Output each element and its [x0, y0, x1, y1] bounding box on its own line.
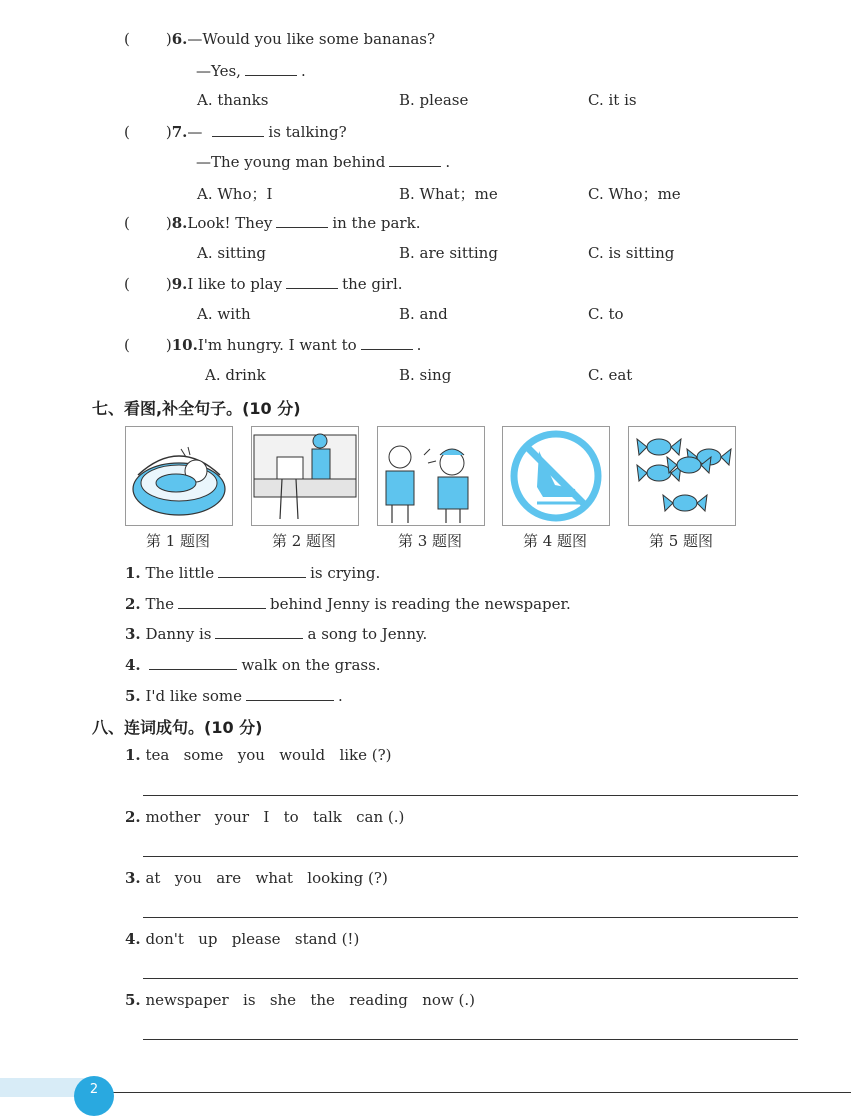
no-walking-sign-icon	[503, 427, 609, 525]
section-7-title: 七、看图,补全句子。(10 分)	[92, 399, 301, 418]
sentence-item	[125, 594, 571, 613]
option-b: B. What；me	[399, 185, 498, 203]
fill-blank[interactable]	[212, 122, 264, 137]
sentence-item	[125, 686, 343, 705]
question-7-line2	[196, 152, 450, 171]
item-prefix: The little	[145, 564, 215, 582]
line2-suffix: .	[445, 153, 451, 171]
fill-blank[interactable]	[149, 655, 237, 670]
footer-rule	[90, 1092, 851, 1093]
answer-paren-close: )	[165, 123, 172, 141]
option-a: A. Who；I	[197, 185, 273, 203]
answer-line[interactable]	[143, 856, 798, 857]
option-c: C. eat	[588, 366, 633, 384]
answer-line[interactable]	[143, 917, 798, 918]
question-10	[124, 335, 421, 354]
question-text: Look! They	[187, 214, 273, 232]
sentence-item	[125, 563, 380, 582]
item-suffix: is crying.	[310, 564, 381, 582]
answer-paren-close: )	[165, 275, 172, 293]
question-8	[124, 213, 420, 232]
fill-blank[interactable]	[178, 594, 266, 609]
question-7	[124, 122, 347, 141]
picture-5-candies	[628, 426, 736, 526]
fill-blank[interactable]	[361, 335, 413, 350]
option-b: B. please	[399, 91, 469, 109]
answer-paren-open: (	[124, 275, 130, 293]
question-text: —	[187, 123, 203, 141]
fill-blank[interactable]	[245, 61, 297, 76]
item-number: 2.	[125, 808, 141, 826]
fill-blank[interactable]	[276, 213, 328, 228]
question-text: —Would you like some bananas?	[187, 30, 436, 48]
line2-prefix: —Yes,	[196, 62, 241, 80]
picture-caption: 第 4 题图	[522, 532, 588, 550]
question-number: 10.	[171, 336, 198, 354]
word-list: at you are what looking (?)	[145, 869, 388, 887]
option-c: C. is sitting	[588, 244, 675, 262]
option-b: B. and	[399, 305, 448, 323]
answer-paren-open: (	[124, 123, 130, 141]
fill-blank[interactable]	[389, 152, 441, 167]
candies-illustration	[629, 427, 735, 525]
line2-suffix: .	[300, 62, 306, 80]
option-c: C. to	[588, 305, 624, 323]
question-text-after: .	[416, 336, 422, 354]
word-list: don't up please stand (!)	[145, 930, 360, 948]
option-b: B. are sitting	[399, 244, 498, 262]
picture-2-bench	[251, 426, 359, 526]
question-number: 9.	[171, 275, 188, 293]
picture-1-baby	[125, 426, 233, 526]
answer-paren-close: )	[165, 336, 172, 354]
item-suffix: a song to Jenny.	[307, 625, 428, 643]
item-number: 3.	[125, 625, 141, 643]
reorder-item	[125, 869, 388, 887]
item-number: 2.	[125, 595, 141, 613]
option-c: C. Who；me	[588, 185, 681, 203]
item-number: 4.	[125, 656, 141, 674]
item-number: 3.	[125, 869, 141, 887]
option-c: C. it is	[588, 91, 637, 109]
reorder-item	[125, 930, 359, 948]
fill-blank[interactable]	[286, 274, 338, 289]
picture-3-singing	[377, 426, 485, 526]
question-number: 7.	[171, 123, 188, 141]
page-number: 2	[74, 1076, 114, 1116]
fill-blank[interactable]	[218, 563, 306, 578]
sentence-item	[125, 655, 381, 674]
answer-paren-close: )	[165, 214, 172, 232]
picture-caption: 第 3 题图	[397, 532, 463, 550]
picture-caption: 第 2 题图	[271, 532, 337, 550]
answer-paren-open: (	[124, 214, 130, 232]
item-prefix: Danny is	[145, 625, 212, 643]
option-a: A. thanks	[197, 91, 269, 109]
question-9	[124, 274, 403, 293]
bench-illustration	[252, 427, 358, 525]
question-text-after: in the park.	[332, 214, 421, 232]
answer-line[interactable]	[143, 795, 798, 796]
question-text-after: the girl.	[342, 275, 403, 293]
picture-caption: 第 5 题图	[648, 532, 714, 550]
question-6	[124, 30, 435, 48]
item-prefix: The	[145, 595, 174, 613]
answer-paren-open: (	[124, 30, 130, 48]
question-text: I'm hungry. I want to	[197, 336, 357, 354]
answer-paren-open: (	[124, 336, 130, 354]
fill-blank[interactable]	[246, 686, 334, 701]
word-list: tea some you would like (?)	[145, 746, 392, 764]
item-suffix: walk on the grass.	[241, 656, 381, 674]
answer-line[interactable]	[143, 978, 798, 979]
question-number: 6.	[171, 30, 188, 48]
item-number: 5.	[125, 687, 141, 705]
picture-4-sign	[502, 426, 610, 526]
option-a: A. sitting	[197, 244, 266, 262]
baby-cradle-illustration	[126, 427, 232, 525]
question-text-after: is talking?	[268, 123, 347, 141]
word-list: mother your I to talk can (.)	[145, 808, 405, 826]
option-a: A. drink	[205, 366, 266, 384]
question-text: I like to play	[187, 275, 283, 293]
fill-blank[interactable]	[215, 624, 303, 639]
item-number: 4.	[125, 930, 141, 948]
singing-illustration	[378, 427, 484, 525]
item-suffix: behind Jenny is reading the newspaper.	[270, 595, 571, 613]
reorder-item	[125, 746, 392, 764]
answer-paren-close: )	[165, 30, 172, 48]
sentence-item	[125, 624, 427, 643]
reorder-item	[125, 991, 475, 1009]
item-suffix: .	[338, 687, 343, 705]
option-a: A. with	[197, 305, 251, 323]
question-number: 8.	[171, 214, 188, 232]
picture-caption: 第 1 题图	[145, 532, 211, 550]
item-prefix: I'd like some	[145, 687, 243, 705]
answer-line[interactable]	[143, 1039, 798, 1040]
section-8-title: 八、连词成句。(10 分)	[92, 718, 263, 737]
item-number: 1.	[125, 564, 141, 582]
word-list: newspaper is she the reading now (.)	[145, 991, 475, 1009]
item-number: 5.	[125, 991, 141, 1009]
option-b: B. sing	[399, 366, 452, 384]
reorder-item	[125, 808, 404, 826]
question-6-line2	[196, 61, 306, 80]
line2-prefix: —The young man behind	[196, 153, 386, 171]
item-number: 1.	[125, 746, 141, 764]
